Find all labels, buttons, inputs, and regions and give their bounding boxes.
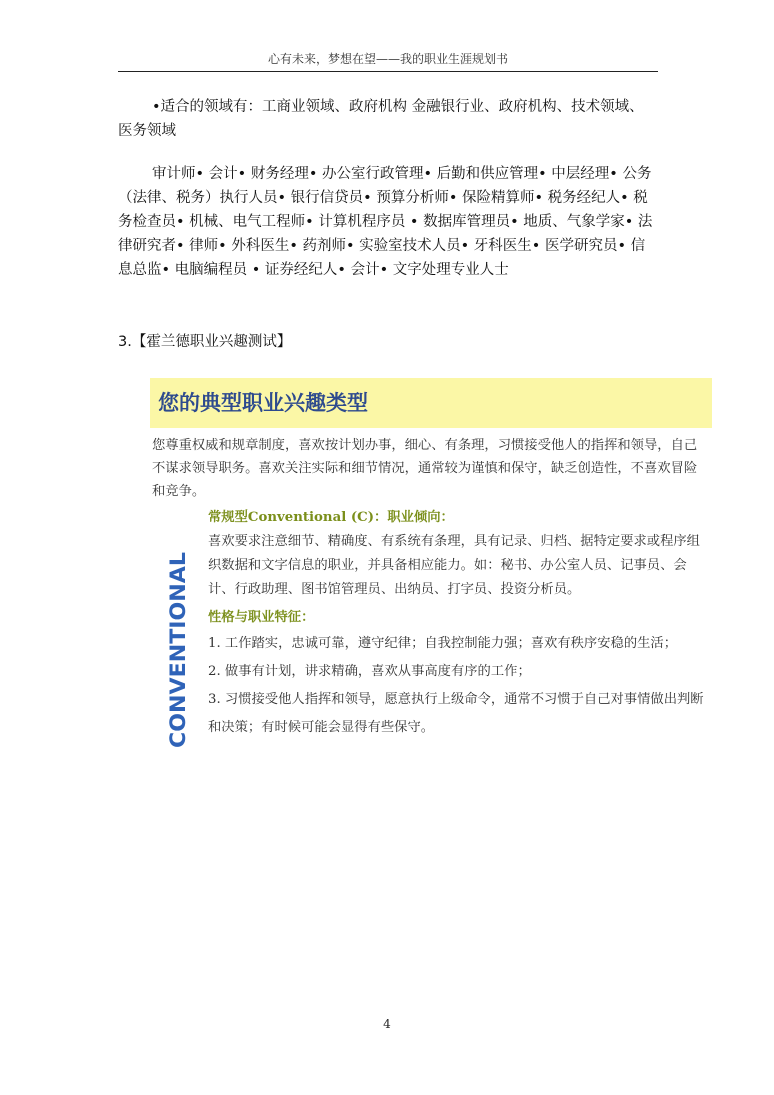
trait-item: 1. 工作踏实，忠诚可靠，遵守纪律；自我控制能力强；喜欢有秩序安稳的生活； <box>208 636 678 651</box>
suitable-fields-paragraph: •适合的领域有：工商业领域、政府机构 金融银行业、政府机构、技术领域、医务领域 <box>118 99 644 139</box>
trait-item: 3. 习惯接受他人指挥和领导，愿意执行上级命令，通常不习惯于自己对事情做出判断和决策；有时候可能会显得有些保守。 <box>208 692 704 735</box>
section-title: 3.【霍兰德职业兴趣测试】 <box>118 334 292 350</box>
traits-heading: 性格与职业特征： <box>208 610 315 625</box>
card-title-band <box>150 378 712 428</box>
svg-text:CONVENTIONAL: CONVENTIONAL <box>166 561 190 748</box>
conventional-logo <box>166 548 190 748</box>
card-body <box>208 506 708 742</box>
header-rule <box>118 71 658 72</box>
trait-item: 2. 做事有计划，讲求精确，喜欢从事高度有序的工作； <box>208 664 531 679</box>
running-header: 心有未来，梦想在望——我的职业生涯规划书 <box>267 52 508 66</box>
holland-result-card <box>150 378 712 798</box>
job-list-paragraph: 审计师• 会计• 财务经理• 办公室行政管理• 后勤和供应管理• 中层经理• 公务（法律、税务）执行人员• 银行信贷员• 预算分析师• 保险精算师• 税务经纪人• 税务检查员• 机械、电气工程师• 计算机程序员 • 数据库管理员• 地质、气象学家• 法律研究者• 律师• 外科医生• 药剂师• 实验室技术人员• 牙科医生• 医学研究员• 信息总监• 电脑编程员 • 证券经纪人• 会计• 文字处理专业人士 <box>118 166 653 278</box>
card-title: 您的典型职业兴趣类型 <box>158 391 368 415</box>
type-description: 喜欢要求注意细节、精确度、有系统有条理，具有记录、归档、据特定要求或程序组织数据和文字信息的职业，并具备相应能力。如：秘书、办公室人员、记事员、会计、行政助理、图书馆管理员、出纳员、打字员、投资分析员。 <box>208 534 700 597</box>
type-heading: 常规型Conventional (C)：职业倾向： <box>208 510 454 525</box>
page-number: 4 <box>383 1017 391 1031</box>
card-intro: 您尊重权威和规章制度，喜欢按计划办事，细心、有条理，习惯接受他人的指挥和领导，自己不谋求领导职务。喜欢关注实际和细节情况，通常较为谨慎和保守，缺乏创造性，不喜欢冒险和竞争。 <box>152 438 698 499</box>
